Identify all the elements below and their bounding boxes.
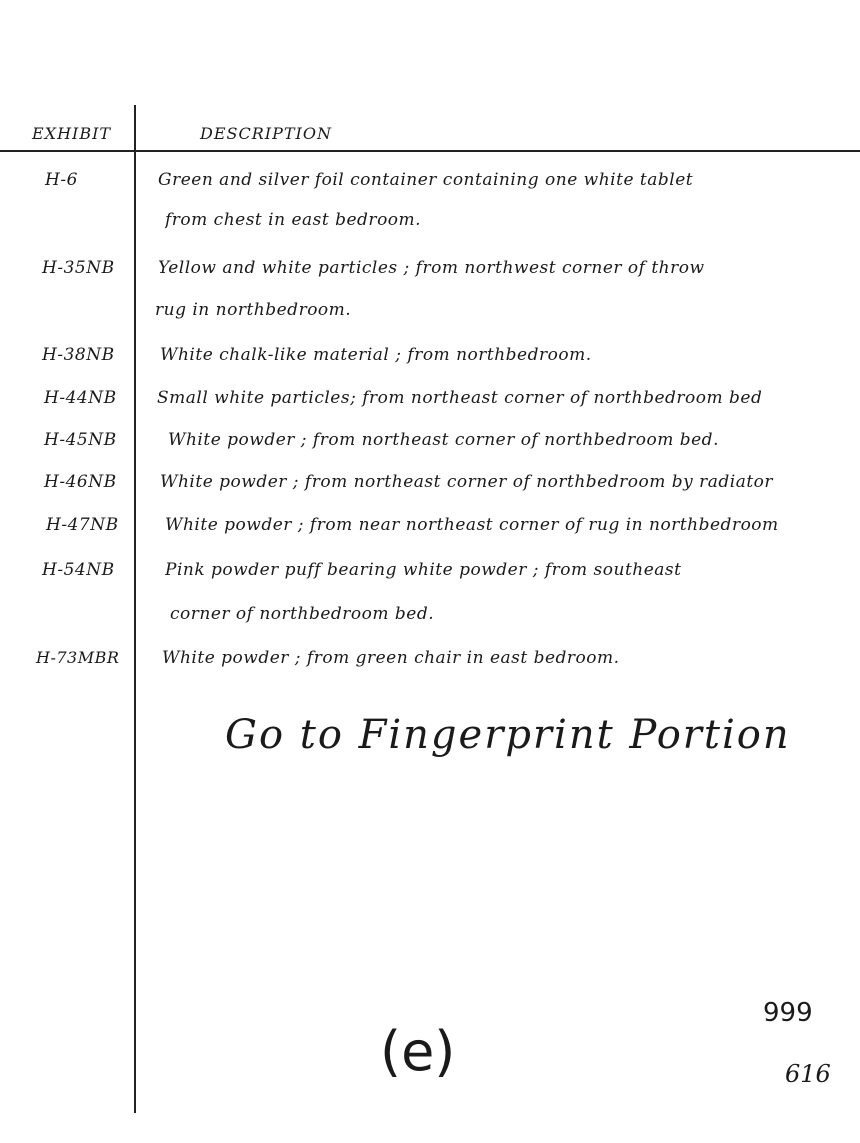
description-header: DESCRIPTION bbox=[200, 124, 332, 143]
exhibit-id: H-38NB bbox=[42, 345, 115, 365]
description-line: White powder ; from northeast corner of northbedroom bed. bbox=[168, 430, 719, 450]
exhibit-header: EXHIBIT bbox=[32, 124, 112, 143]
exhibit-id: H-46NB bbox=[44, 472, 117, 492]
exhibit-id: H-47NB bbox=[46, 515, 119, 535]
description-line: White powder ; from near northeast corner of rug in northbedroom bbox=[165, 515, 779, 535]
exhibit-id: H-45NB bbox=[44, 430, 117, 450]
exhibit-id: H-6 bbox=[45, 170, 78, 190]
page-number: 999 bbox=[763, 998, 813, 1028]
description-line: Yellow and white particles ; from northwest corner of throw bbox=[158, 258, 705, 278]
handwritten-note: Go to Fingerprint Portion bbox=[225, 712, 791, 758]
description-line: White chalk-like material ; from northbedroom. bbox=[160, 345, 592, 365]
exhibit-id: H-54NB bbox=[42, 560, 115, 580]
exhibit-id: H-73MBR bbox=[36, 648, 120, 667]
column-divider bbox=[134, 105, 136, 1113]
corner-mark: 616 bbox=[785, 1060, 831, 1088]
description-line: White powder ; from northeast corner of northbedroom by radiator bbox=[160, 472, 774, 492]
description-line: White powder ; from green chair in east bedroom. bbox=[162, 648, 620, 668]
section-mark: (e) bbox=[380, 1020, 456, 1083]
description-line: Pink powder puff bearing white powder ; from southeast bbox=[165, 560, 682, 580]
description-line: Green and silver foil container containing one white tablet bbox=[158, 170, 694, 190]
header-rule bbox=[0, 150, 860, 152]
exhibit-id: H-35NB bbox=[42, 258, 115, 278]
description-line: rug in northbedroom. bbox=[155, 300, 352, 320]
exhibit-id: H-44NB bbox=[44, 388, 117, 408]
description-line: corner of northbedroom bed. bbox=[170, 604, 435, 624]
description-line: from chest in east bedroom. bbox=[165, 210, 422, 230]
description-line: Small white particles; from northeast corner of northbedroom bed bbox=[157, 388, 763, 408]
